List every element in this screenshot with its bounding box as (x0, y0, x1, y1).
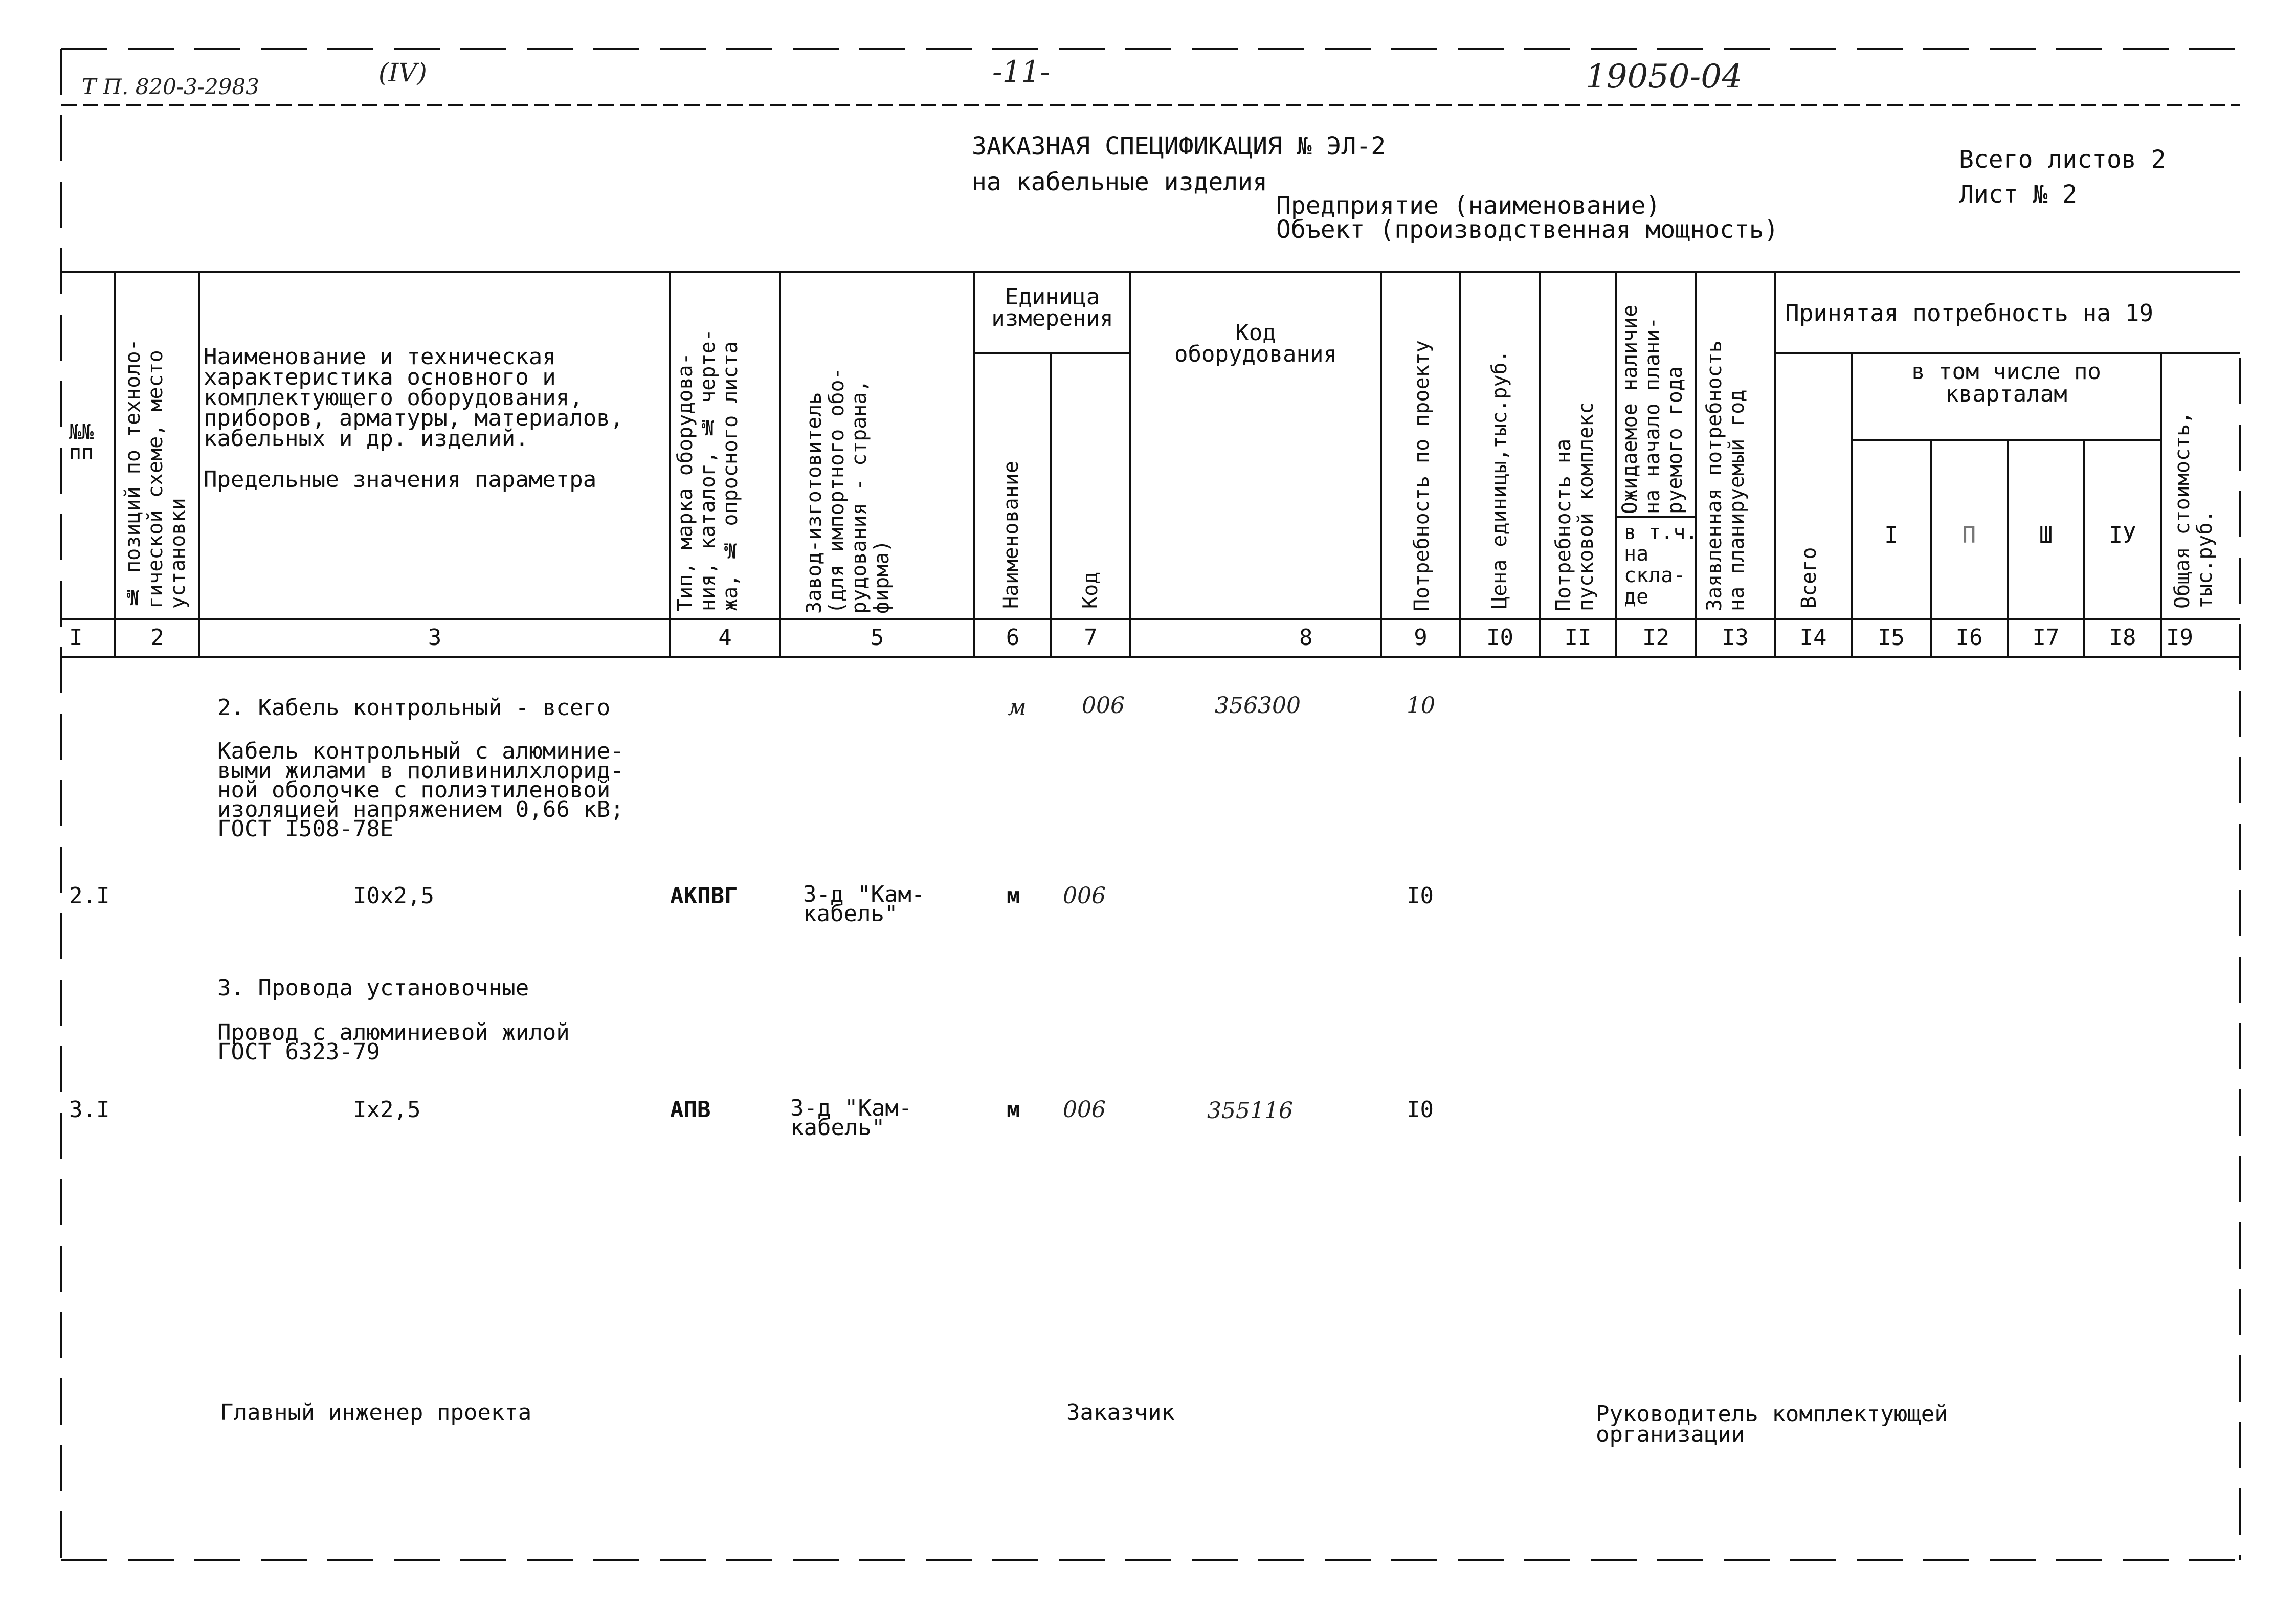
colnum-15: I5 (1878, 625, 1905, 651)
header-q3: Ш (2039, 522, 2053, 548)
colnum-11: II (1564, 625, 1592, 651)
row-3-1-equip-code: 355116 (1207, 1098, 1293, 1124)
header-q4: IУ (2109, 522, 2136, 548)
album-number: (IV) (378, 58, 427, 87)
colnum-4: 4 (718, 625, 732, 651)
header-accepted: Принятая потребность на 19 (1785, 299, 2154, 327)
signature-chief-engineer: Главный инженер проекта (220, 1399, 532, 1426)
header-quarters: в том числе по кварталам (1911, 359, 2101, 407)
header-startup: Потребность на пусковой комплекс (1552, 402, 1598, 611)
colnum-5: 5 (870, 625, 884, 651)
row-3-1-code: 006 (1063, 1097, 1106, 1123)
colnum-17: I7 (2032, 625, 2060, 651)
header-expected: Ожидаемое наличие на начало плани- руемого года (1618, 304, 1687, 514)
colnum-7: 7 (1084, 625, 1098, 651)
colnum-9: 9 (1414, 625, 1428, 651)
row-2-1-unit: м (1007, 883, 1020, 909)
header-total: Всего (1797, 547, 1821, 609)
header-cost: Общая стоимость, тыс.руб. (2171, 411, 2217, 609)
row-2-1-maker: З-д "Кам- кабель" (803, 881, 925, 927)
header-qty-project: Потребность по проекту (1410, 340, 1434, 611)
colnum-6: 6 (1006, 625, 1020, 651)
row-3-1-maker: З-д "Кам- кабель" (790, 1095, 912, 1141)
header-price: Цена единицы,тыс.руб. (1488, 350, 1511, 609)
header-equip-code: Код оборудования (1174, 320, 1337, 367)
section-3-title: 3. Провода установочные (217, 975, 529, 1001)
header-q1: I (1884, 522, 1898, 548)
row-2-1-code: 006 (1063, 883, 1106, 909)
page-number: -11- (992, 54, 1050, 89)
row-3-1-size: Iх2,5 (353, 1097, 421, 1123)
header-type: Тип, марка оборудова- ния, каталог, № черте- жа, № опросного листа (674, 329, 742, 611)
sheets-total: Всего листов 2 (1959, 145, 2166, 174)
colnum-3: 3 (428, 625, 442, 651)
sheet-number: Лист № 2 (1959, 180, 2078, 209)
colnum-16: I6 (1955, 625, 1983, 651)
colnum-2: 2 (150, 625, 164, 651)
section-2-equip-code: 356300 (1215, 693, 1301, 719)
row-2-1-qty: I0 (1407, 883, 1434, 909)
object-label: Объект (производственная мощность) (1276, 215, 1779, 244)
header-declared: Заявленная потребность на планируемый год (1703, 340, 1749, 611)
enterprise-label: Предприятие (наименование) (1276, 191, 1661, 220)
header-in-stock: в т.ч. на скла- де (1624, 521, 1698, 609)
spec-title: ЗАКАЗНАЯ СПЕЦИФИКАЦИЯ № ЭЛ-2 (972, 132, 1386, 161)
row-3-1-num: 3.I (69, 1097, 110, 1123)
signature-customer: Заказчик (1066, 1399, 1175, 1426)
header-unit: Единица измерения (991, 284, 1113, 331)
colnum-13: I3 (1722, 625, 1749, 651)
spec-subtitle: на кабельные изделия (972, 168, 1267, 196)
document-number: 19050-04 (1586, 58, 1743, 96)
colnum-14: I4 (1799, 625, 1827, 651)
section-2-title: 2. Кабель контрольный - всего (217, 695, 611, 721)
header-name: Наименование и техническая характеристика основного и комплектующего оборудования, приборов, арматуры, материалов, кабельных и др. изделий. Предельные значения параметра (204, 344, 624, 493)
header-unit-code: Код (1079, 571, 1102, 609)
header-q2: П (1962, 522, 1976, 548)
header-pp: №№ пп (69, 420, 94, 464)
colnum-18: I8 (2109, 625, 2136, 651)
row-2-1-num: 2.I (69, 883, 110, 909)
signature-supplier: Руководитель комплектующей организации (1596, 1401, 1948, 1448)
row-2-1-size: I0x2,5 (353, 883, 434, 909)
colnum-8: 8 (1299, 625, 1313, 651)
row-2-1-type: АКПВГ (670, 883, 738, 909)
header-unit-name: Наименование (999, 461, 1023, 609)
header-position: № позиций по техноло- гической схеме, место установки (121, 339, 190, 609)
colnum-12: I2 (1642, 625, 1669, 651)
header-maker: Завод-изготовитель (для импортного обо- рудования - страна, фирма) (803, 367, 894, 614)
colnum-10: I0 (1486, 625, 1513, 651)
project-code: Т П. 820-3-2983 (82, 74, 259, 99)
colnum-19: I9 (2166, 625, 2193, 651)
section-2-code: 006 (1082, 693, 1125, 719)
section-2-qty: 10 (1407, 693, 1435, 719)
row-3-1-unit: м (1007, 1097, 1020, 1123)
section-3-description: Провод с алюминиевой жилой ГОСТ 6323-79 (217, 1019, 570, 1065)
colnum-1: I (69, 625, 83, 651)
row-3-1-type: АПВ (670, 1097, 711, 1123)
section-2-unit: м (1008, 695, 1027, 721)
row-3-1-qty: I0 (1407, 1097, 1434, 1123)
section-2-description: Кабель контрольный с алюминие- выми жилами в поливинилхлорид- ной оболочке с полиэтиленовой изоляцией напряжением 0,66 кВ; ГОСТ I508-78Е (217, 738, 624, 842)
